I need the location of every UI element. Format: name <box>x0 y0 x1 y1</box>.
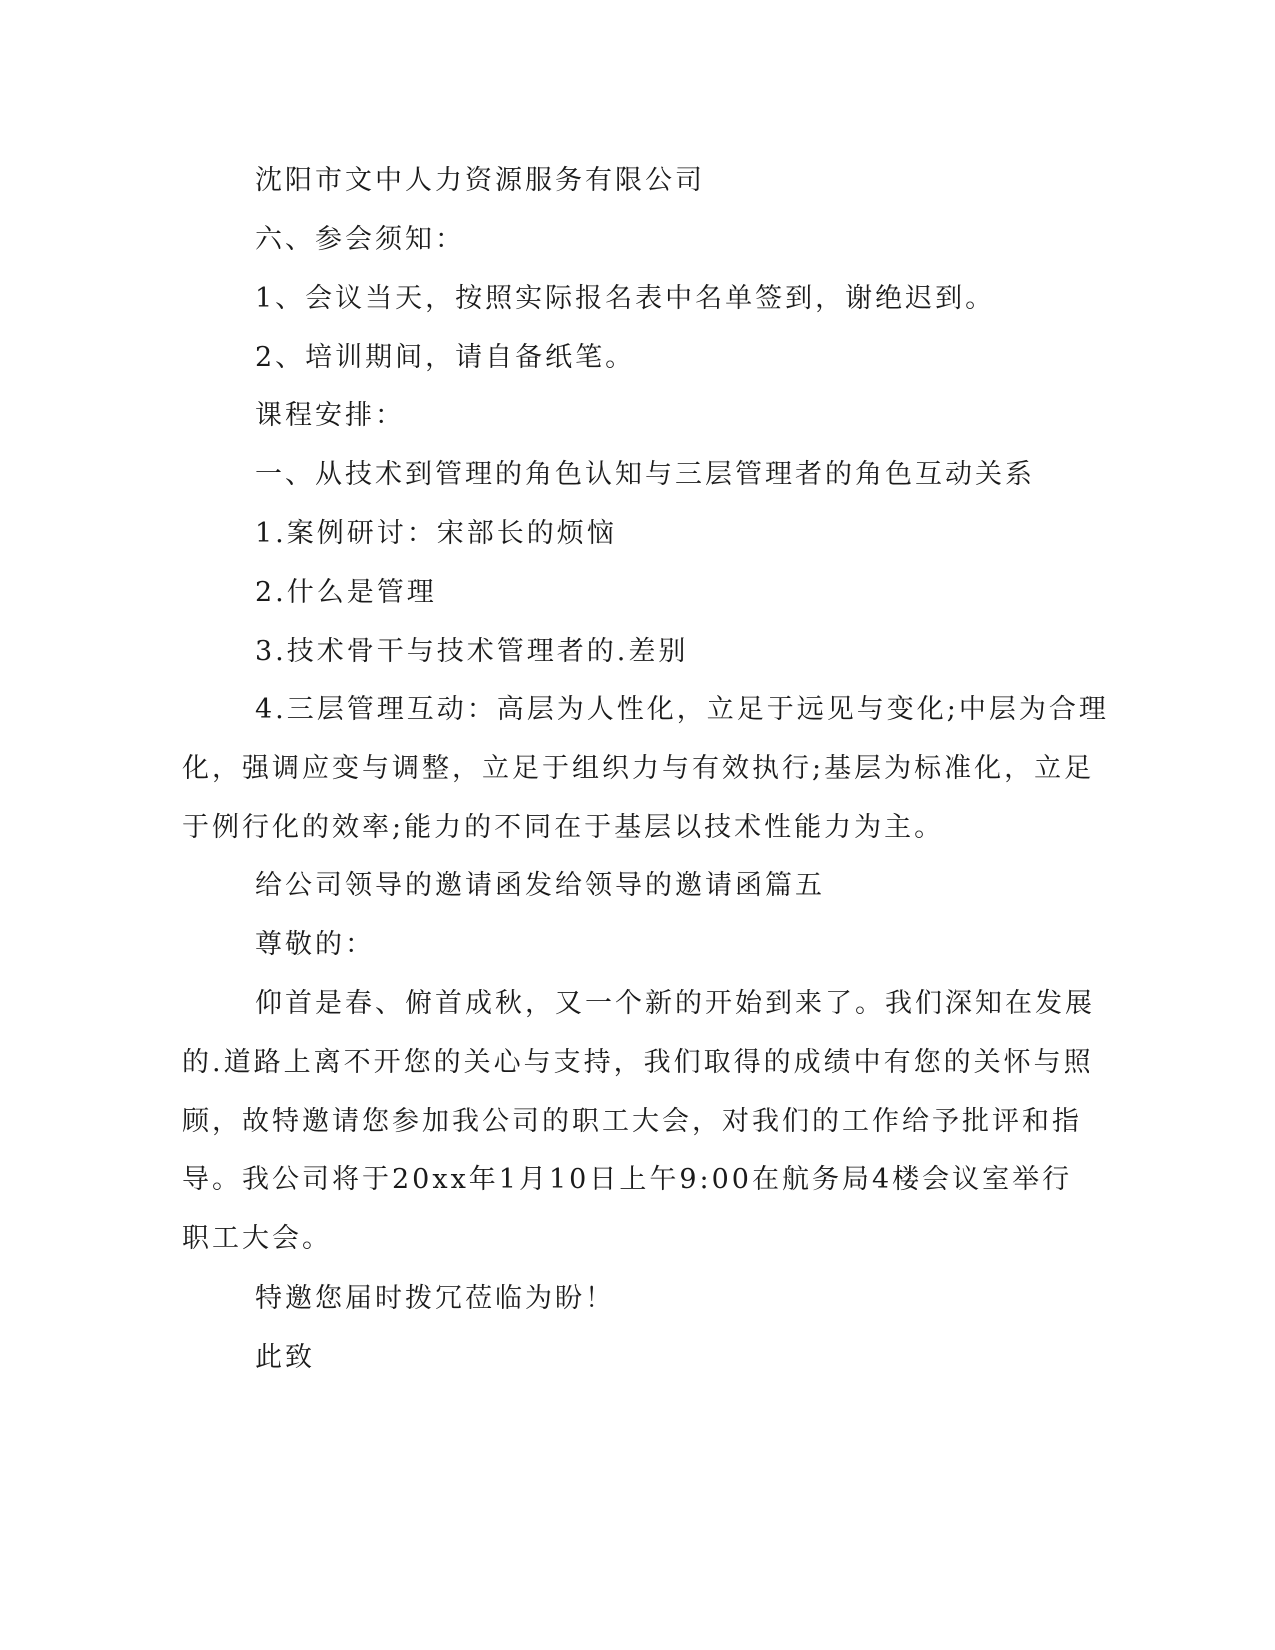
course-item-4-line-1: 4.三层管理互动：高层为人性化，立足于远见与变化;中层为合理 <box>255 694 1109 725</box>
course-item-1: 1.案例研讨：宋部长的烦恼 <box>255 518 617 549</box>
course-item-2: 2.什么是管理 <box>255 577 437 608</box>
body-paragraph-line-2: 的.道路上离不开您的关心与支持，我们取得的成绩中有您的关怀与照 <box>182 1047 1094 1078</box>
course-item-4-line-3: 于例行化的效率;能力的不同在于基层以技术性能力为主。 <box>182 812 945 843</box>
body-paragraph-line-5: 职工大会。 <box>182 1223 332 1254</box>
course-section-1-title: 一、从技术到管理的角色认知与三层管理者的角色互动关系 <box>255 459 1035 490</box>
body-paragraph-line-4: 导。我公司将于20xx年1月10日上午9:00在航务局4楼会议室举行 <box>182 1164 1073 1195</box>
body-paragraph-line-1: 仰首是春、俯首成秋，又一个新的开始到来了。我们深知在发展 <box>255 988 1095 1019</box>
notice-item-2: 2、培训期间，请自备纸笔。 <box>255 342 636 373</box>
invitation-title: 给公司领导的邀请函发给领导的邀请函篇五 <box>255 870 825 901</box>
invitation-closing: 特邀您届时拨冗莅临为盼！ <box>255 1283 615 1314</box>
salutation: 尊敬的： <box>255 929 375 960</box>
course-item-4-line-2: 化，强调应变与调整，立足于组织力与有效执行;基层为标准化，立足 <box>182 753 1095 784</box>
section-heading-notice: 六、参会须知： <box>255 224 465 255</box>
course-item-3: 3.技术骨干与技术管理者的.差别 <box>255 636 689 667</box>
course-heading: 课程安排： <box>255 400 405 431</box>
body-paragraph-line-3: 顾，故特邀请您参加我公司的职工大会，对我们的工作给予批评和指 <box>182 1106 1082 1137</box>
regards-line: 此致 <box>255 1342 315 1373</box>
notice-item-1: 1、会议当天，按照实际报名表中名单签到，谢绝迟到。 <box>255 283 996 314</box>
company-name-line: 沈阳市文中人力资源服务有限公司 <box>255 165 705 196</box>
